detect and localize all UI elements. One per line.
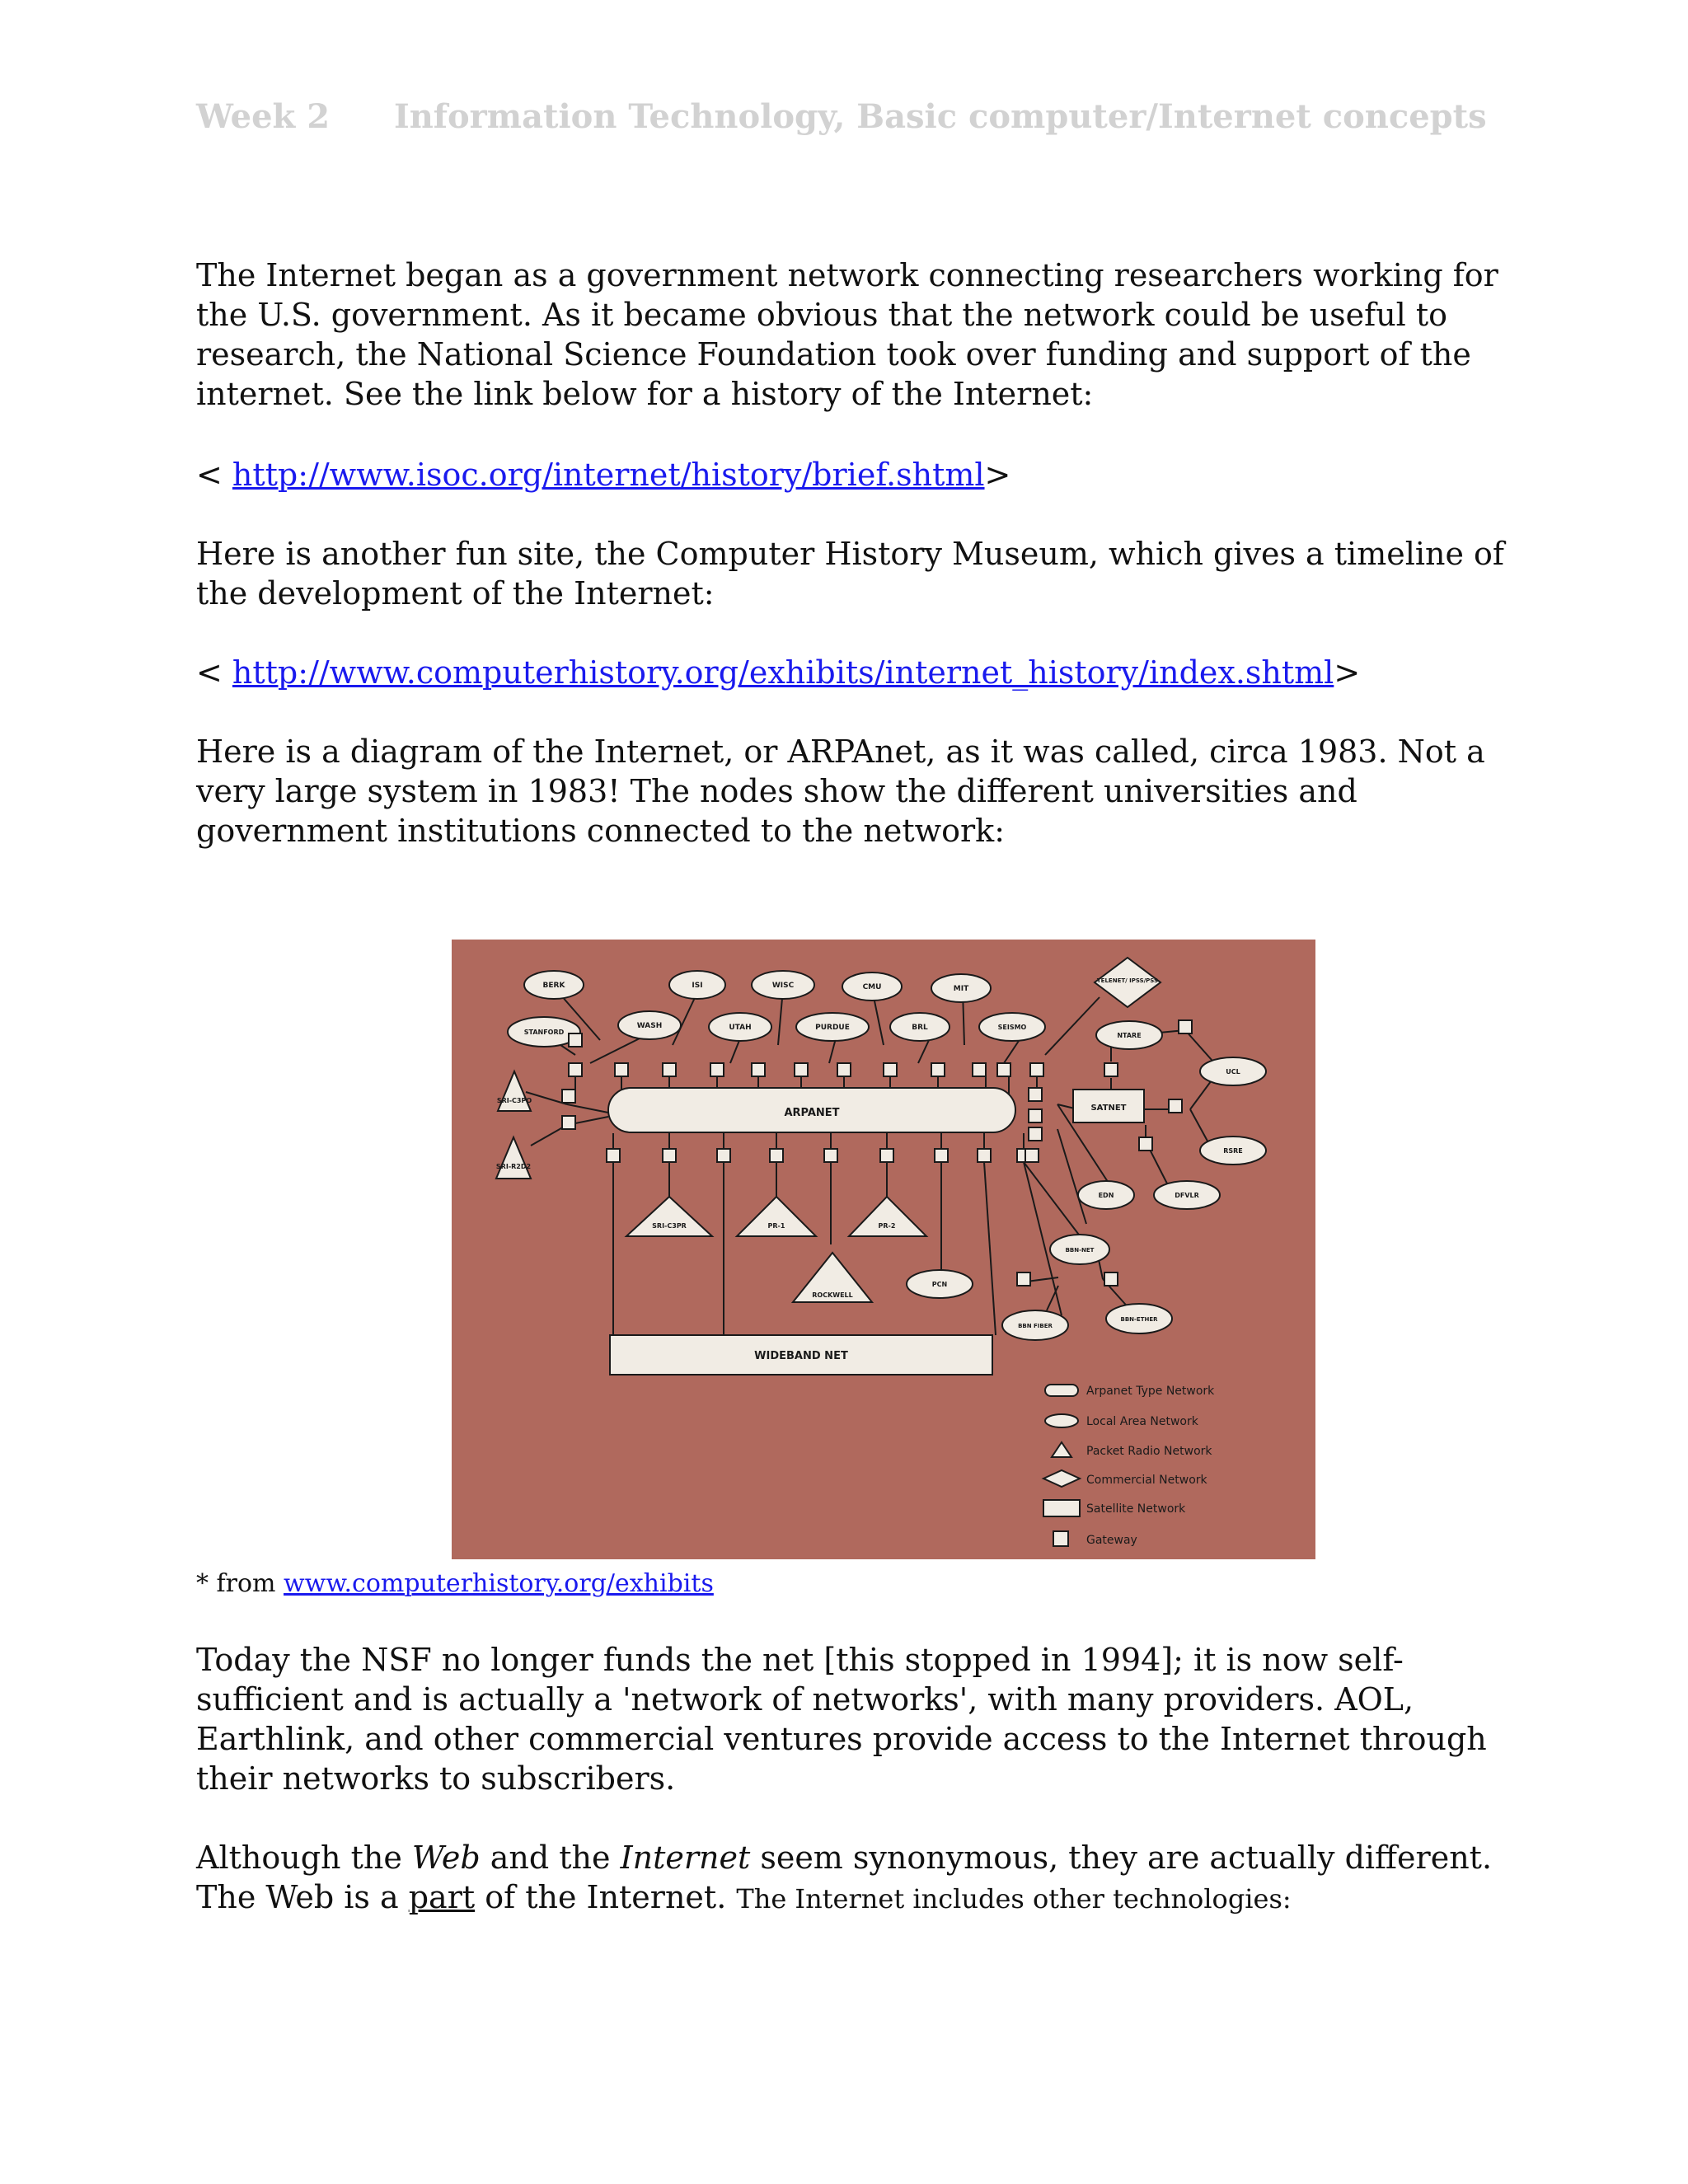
computerhistory-link[interactable]: http://www.computerhistory.org/exhibits/internet_history/index.shtml [232,654,1334,691]
legend-arpanet-label: Arpanet Type Network [1086,1385,1215,1398]
paragraph-arpanet: Here is a diagram of the Internet, or ARPAnet, as it was called, circa 1983. Not a very large system in 1983! The nodes show the different universities and government institutions connected to the network: [196,733,1485,849]
text-run: and the [480,1840,621,1876]
node-pr-2-label: PR-2 [878,1222,896,1230]
caption-prefix: * from [196,1569,284,1598]
paragraph-museum: Here is another fun site, the Computer History Museum, which gives a timeline of the development of the Internet: [196,536,1505,612]
underline-part: part [408,1879,476,1915]
node-purdue-label: PURDUE [815,1024,850,1032]
link-line-isoc [196,455,1515,494]
node-brl-label: BRL [912,1024,928,1032]
wideband-label: WIDEBAND NET [754,1350,848,1362]
legend-commercial-label: Commercial Network [1086,1474,1207,1487]
diagram-caption [196,1569,714,1598]
legend-gateway-swatch [1053,1531,1068,1546]
link-suffix: > [1334,654,1361,691]
legend-arpanet-swatch [1045,1385,1078,1396]
legend-lan-swatch [1045,1414,1078,1427]
page-header [196,97,1487,136]
satnet-label: SATNET [1090,1104,1127,1113]
node-stanford-label: STANFORD [523,1029,565,1036]
emphasis-web: Web [411,1840,481,1876]
link-prefix: < [196,654,232,691]
node-sri-c3po-label: SRI-C3PO [496,1097,532,1104]
node-bbn-ether-label: BBN-ETHER [1120,1316,1158,1323]
node-sri-c3pr-label: SRI-C3PR [652,1222,687,1230]
link-prefix: < [196,457,232,493]
legend-lan-label: Local Area Network [1086,1415,1198,1428]
node-berk-label: BERK [542,982,565,990]
legend-satellite-label: Satellite Network [1086,1502,1186,1516]
link-line-computerhistory [196,653,1515,692]
emphasis-internet: Internet [620,1840,751,1876]
text-run-small: The Internet includes other technologies: [736,1883,1292,1915]
node-dfvlr-label: DFVLR [1175,1192,1199,1199]
node-bbn-fiber-label: BBN FIBER [1018,1323,1053,1329]
text-run: seem synonymous, they are actually different. The Web is a [196,1840,1493,1915]
caption-link[interactable]: www.computerhistory.org/exhibits [284,1569,714,1598]
arpanet-diagram [452,940,1315,1559]
node-rockwell-label: ROCKWELL [812,1291,853,1299]
node-mit-label: MIT [953,985,969,993]
node-utah-label: UTAH [729,1024,752,1032]
header-week: Week 2 [196,97,331,136]
link-suffix: > [984,457,1011,493]
node-seismo-label: SEISMO [997,1024,1027,1031]
node-sri-r2d2-label: SRI-R2D2 [495,1163,532,1170]
node-edn-label: EDN [1098,1192,1114,1199]
paragraph-history: The Internet began as a government network connecting researchers working for the U.S. government. As it became obvious that the network could be useful to research, the National Science Foundation took over funding and support of the internet. See the link below for a history of the Internet: [196,257,1498,412]
legend-gateway-label: Gateway [1086,1534,1137,1547]
node-cmu-label: CMU [862,983,882,991]
isoc-history-link[interactable]: http://www.isoc.org/internet/history/brief.shtml [232,457,985,493]
node-bbn-net-label: BBN-NET [1065,1247,1095,1254]
legend-satellite-swatch [1043,1500,1080,1516]
legend-packet-radio-label: Packet Radio Network [1086,1445,1212,1458]
text-run: Although the [196,1840,412,1876]
header-title: Information Technology, Basic computer/Internet concepts [394,97,1487,136]
node-wash-label: WASH [636,1022,663,1030]
arpanet-label: ARPANET [784,1107,840,1119]
node-isi-label: ISI [692,982,703,990]
node-telenet-label: TELENET/ IPSS/PSS [1096,977,1159,984]
node-rsre-label: RSRE [1223,1147,1243,1155]
node-wisc-label: WISC [771,982,795,990]
node-ntare-label: NTARE [1117,1032,1142,1039]
paragraph-web-vs-internet [196,1838,1515,1919]
paragraph-nsf: Today the NSF no longer funds the net [this stopped in 1994]; it is now self-sufficient and is actually a 'network of networks', with many providers. AOL, Earthlink, and other commercial ventures provide access to the Internet through their networks to subscribers. [196,1642,1487,1797]
text-run: of the Internet. [475,1879,737,1915]
node-ucl-label: UCL [1226,1068,1240,1076]
node-pr-1-label: PR-1 [767,1222,785,1230]
node-pcn-label: PCN [931,1281,948,1288]
